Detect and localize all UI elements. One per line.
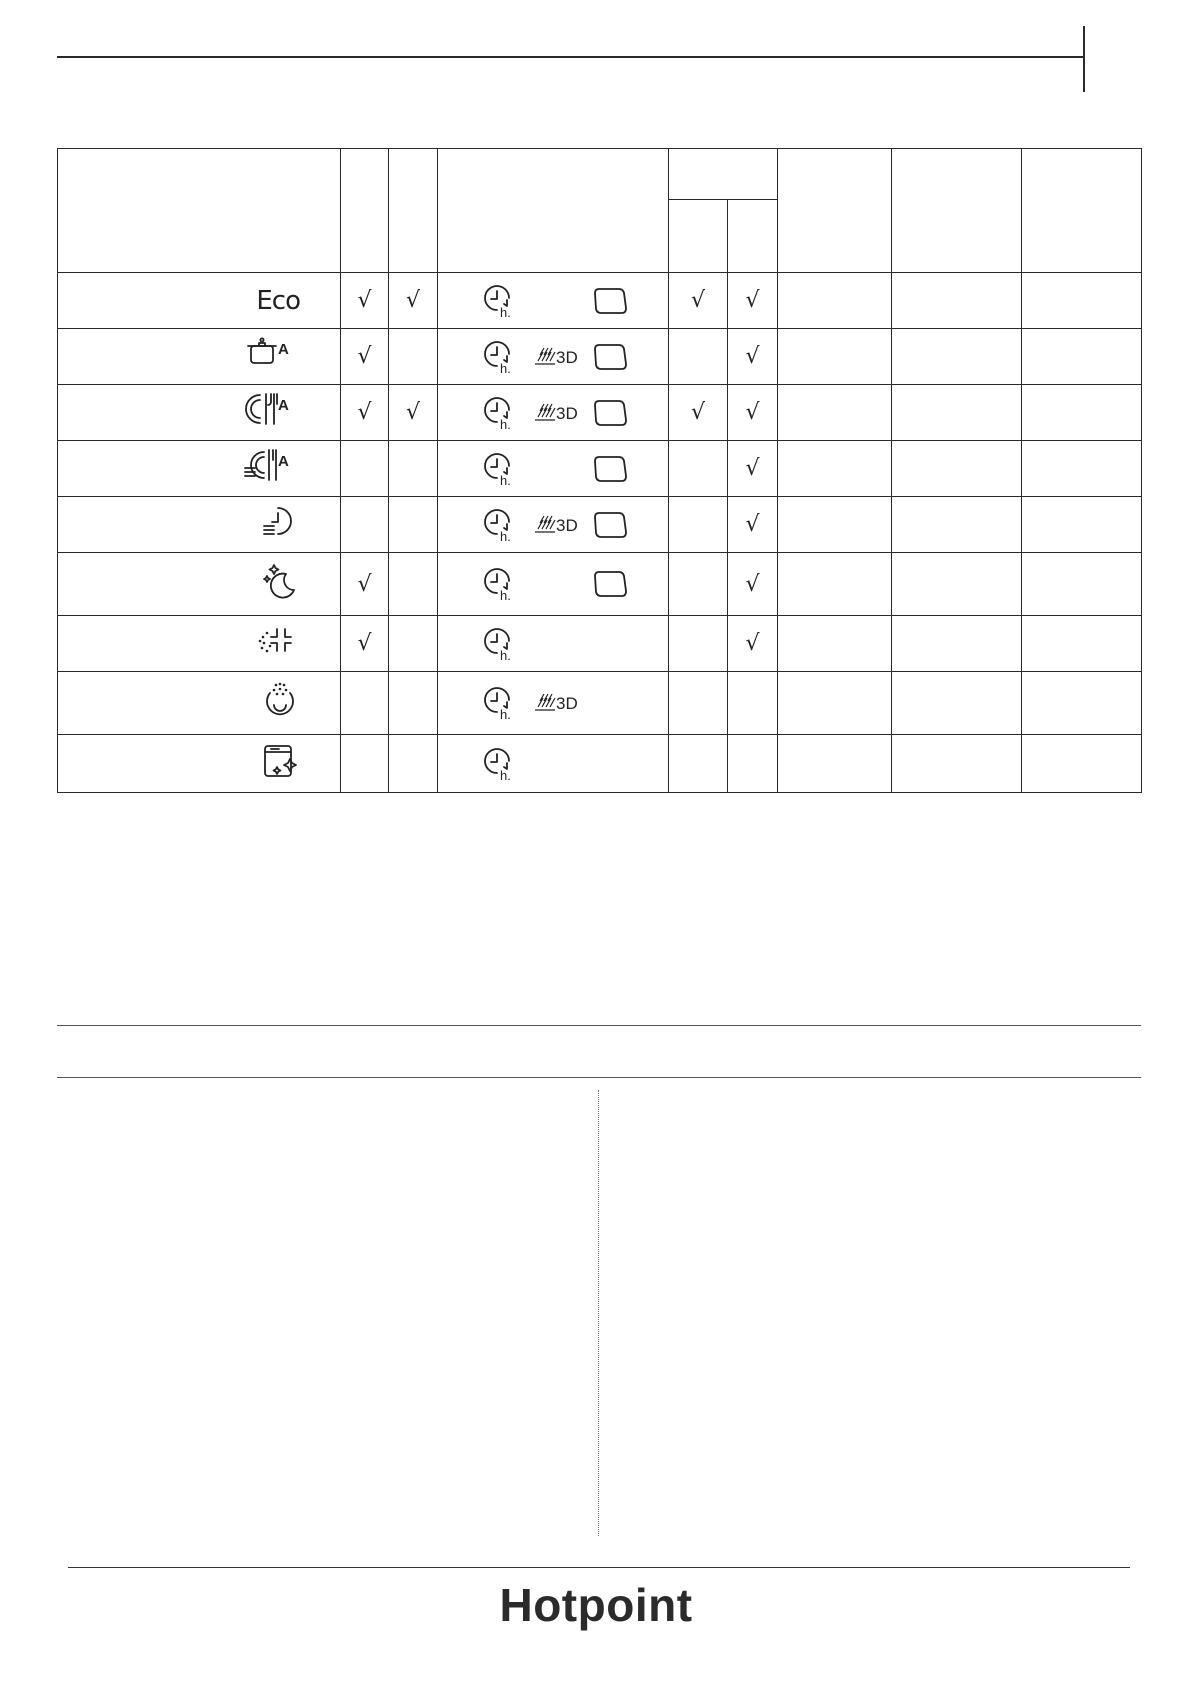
self-clean-icon — [260, 741, 300, 786]
check-cell — [669, 672, 728, 735]
check-mark: √ — [357, 400, 372, 425]
tablet-icon — [590, 341, 630, 373]
check-cell — [669, 616, 728, 672]
check-mark: √ — [745, 512, 760, 537]
check-cell — [341, 497, 389, 553]
check-mark: √ — [745, 400, 760, 425]
options-cell — [438, 273, 669, 329]
header-col-5 — [778, 149, 892, 273]
value-cell — [1022, 329, 1142, 385]
quick-clock-icon — [260, 502, 300, 547]
value-cell — [892, 385, 1022, 441]
check-mark: √ — [745, 571, 760, 597]
check-cell — [389, 441, 438, 497]
delay-start-icon — [483, 624, 521, 664]
check-mark: √ — [357, 631, 372, 656]
check-cell — [669, 497, 728, 553]
programme-cell — [58, 616, 341, 672]
check-cell — [728, 329, 778, 385]
check-mark: √ — [745, 344, 760, 369]
check-mark: √ — [357, 571, 372, 597]
svg-text:A: A — [278, 341, 289, 358]
svg-text:h.: h. — [500, 528, 511, 544]
check-mark: √ — [405, 400, 421, 425]
top-rule — [57, 56, 1085, 58]
brand-logo: Hotpoint — [499, 1579, 693, 1631]
svg-text:3D: 3D — [556, 515, 578, 535]
check-cell — [341, 273, 389, 329]
options-cell — [438, 497, 669, 553]
table-row — [58, 672, 1142, 735]
svg-text:3D: 3D — [556, 403, 578, 423]
check-cell — [669, 385, 728, 441]
svg-text:h.: h. — [500, 647, 511, 663]
check-cell — [389, 273, 438, 329]
check-cell — [669, 735, 728, 793]
svg-text:A: A — [278, 397, 289, 414]
check-cell — [341, 672, 389, 735]
value-cell — [892, 735, 1022, 793]
check-cell — [669, 553, 728, 616]
compact-icon — [256, 621, 300, 666]
delay-start-icon — [483, 744, 521, 784]
table-row — [58, 273, 1142, 329]
check-cell — [389, 497, 438, 553]
programme-cell — [58, 441, 341, 497]
3d-zone-icon — [533, 397, 581, 429]
value-cell — [1022, 553, 1142, 616]
delay-start-icon — [483, 281, 521, 321]
value-cell — [892, 672, 1022, 735]
tablet-icon — [590, 285, 630, 317]
table-row — [58, 329, 1142, 385]
value-cell — [778, 385, 892, 441]
check-cell — [341, 735, 389, 793]
value-cell — [778, 329, 892, 385]
check-cell — [389, 329, 438, 385]
3d-zone-icon — [533, 509, 581, 541]
value-cell — [778, 441, 892, 497]
3d-zone-icon — [533, 341, 581, 373]
eco-text-icon: Eco — [256, 285, 300, 316]
check-cell — [728, 273, 778, 329]
column-divider-dotted — [598, 1090, 599, 1536]
programme-cell — [58, 553, 341, 616]
section-rule-top — [57, 1025, 1141, 1026]
svg-text:h.: h. — [500, 360, 511, 376]
delay-start-icon — [483, 449, 521, 489]
header-sub-2 — [728, 200, 778, 273]
value-cell — [1022, 441, 1142, 497]
value-cell — [892, 329, 1022, 385]
tablet-icon — [590, 397, 630, 429]
value-cell — [778, 735, 892, 793]
check-mark: √ — [405, 288, 421, 313]
check-mark: √ — [690, 400, 706, 425]
check-mark: √ — [690, 288, 706, 313]
value-cell — [892, 553, 1022, 616]
options-cell — [438, 385, 669, 441]
options-cell — [438, 329, 669, 385]
header-col-6 — [892, 149, 1022, 273]
svg-text:A: A — [278, 453, 289, 470]
section-rule-bottom — [57, 1077, 1141, 1078]
value-cell — [1022, 497, 1142, 553]
table-row — [58, 553, 1142, 616]
tablet-icon — [590, 509, 630, 541]
value-cell — [892, 273, 1022, 329]
value-cell — [892, 616, 1022, 672]
delay-start-icon — [483, 337, 521, 377]
value-cell — [778, 553, 892, 616]
header-col-7 — [1022, 149, 1142, 273]
check-cell — [728, 497, 778, 553]
header-col-2 — [389, 149, 438, 273]
check-cell — [341, 385, 389, 441]
options-cell — [438, 672, 669, 735]
footer-rule — [68, 1567, 1130, 1568]
check-cell — [728, 616, 778, 672]
svg-text:3D: 3D — [556, 347, 578, 367]
value-cell — [892, 441, 1022, 497]
check-cell — [389, 735, 438, 793]
programme-cell — [58, 497, 341, 553]
tablet-icon — [590, 453, 630, 485]
svg-text:h.: h. — [500, 767, 511, 783]
header-options — [438, 149, 669, 273]
header-programme — [58, 149, 341, 273]
table-row — [58, 616, 1142, 672]
check-cell — [341, 616, 389, 672]
delay-start-icon — [483, 505, 521, 545]
value-cell — [1022, 672, 1142, 735]
table-row — [58, 497, 1142, 553]
check-cell — [341, 441, 389, 497]
table-row — [58, 735, 1142, 793]
programme-cell — [58, 735, 341, 793]
svg-text:h.: h. — [500, 472, 511, 488]
svg-text:3D: 3D — [556, 694, 578, 713]
check-cell — [389, 616, 438, 672]
header-sub-1 — [669, 200, 728, 273]
3d-zone-icon — [533, 687, 581, 719]
svg-text:h.: h. — [500, 588, 511, 603]
value-cell — [778, 672, 892, 735]
top-corner-mark — [1083, 26, 1085, 92]
check-mark: √ — [745, 631, 760, 656]
svg-text:h.: h. — [500, 707, 511, 722]
programme-cell — [58, 672, 341, 735]
check-cell — [389, 553, 438, 616]
rinse-icon — [260, 681, 300, 726]
check-cell — [341, 553, 389, 616]
check-cell — [728, 672, 778, 735]
header-col-1 — [341, 149, 389, 273]
value-cell — [1022, 616, 1142, 672]
options-cell — [438, 616, 669, 672]
delay-start-icon — [483, 393, 521, 433]
check-cell — [728, 735, 778, 793]
value-cell — [1022, 385, 1142, 441]
check-cell — [341, 329, 389, 385]
value-cell — [1022, 273, 1142, 329]
svg-text:h.: h. — [500, 304, 511, 320]
table-header-row — [58, 149, 1142, 200]
options-cell — [438, 441, 669, 497]
options-cell — [438, 735, 669, 793]
check-cell — [389, 385, 438, 441]
programme-table — [57, 148, 1142, 793]
night-icon — [260, 562, 300, 607]
check-cell — [728, 553, 778, 616]
value-cell — [778, 616, 892, 672]
value-cell — [892, 497, 1022, 553]
programme-cell — [58, 385, 341, 441]
plate-cutlery-icon — [242, 390, 300, 435]
tablet-icon — [590, 568, 630, 600]
table-row — [58, 385, 1142, 441]
value-cell — [778, 497, 892, 553]
check-mark: √ — [745, 456, 760, 481]
check-cell — [669, 441, 728, 497]
fast-plate-cutlery-icon — [242, 446, 300, 491]
check-cell — [728, 385, 778, 441]
check-mark: √ — [745, 288, 760, 313]
programme-cell — [58, 273, 341, 329]
check-cell — [389, 672, 438, 735]
check-cell — [669, 273, 728, 329]
check-mark: √ — [357, 344, 372, 369]
svg-text:h.: h. — [500, 416, 511, 432]
check-cell — [669, 329, 728, 385]
value-cell — [1022, 735, 1142, 793]
pot-icon — [242, 334, 300, 379]
options-cell — [438, 553, 669, 616]
table-row — [58, 441, 1142, 497]
delay-start-icon — [483, 683, 521, 723]
check-cell — [728, 441, 778, 497]
delay-start-icon — [483, 564, 521, 604]
programme-cell — [58, 329, 341, 385]
check-mark: √ — [357, 288, 372, 313]
value-cell — [778, 273, 892, 329]
header-group — [669, 149, 778, 200]
